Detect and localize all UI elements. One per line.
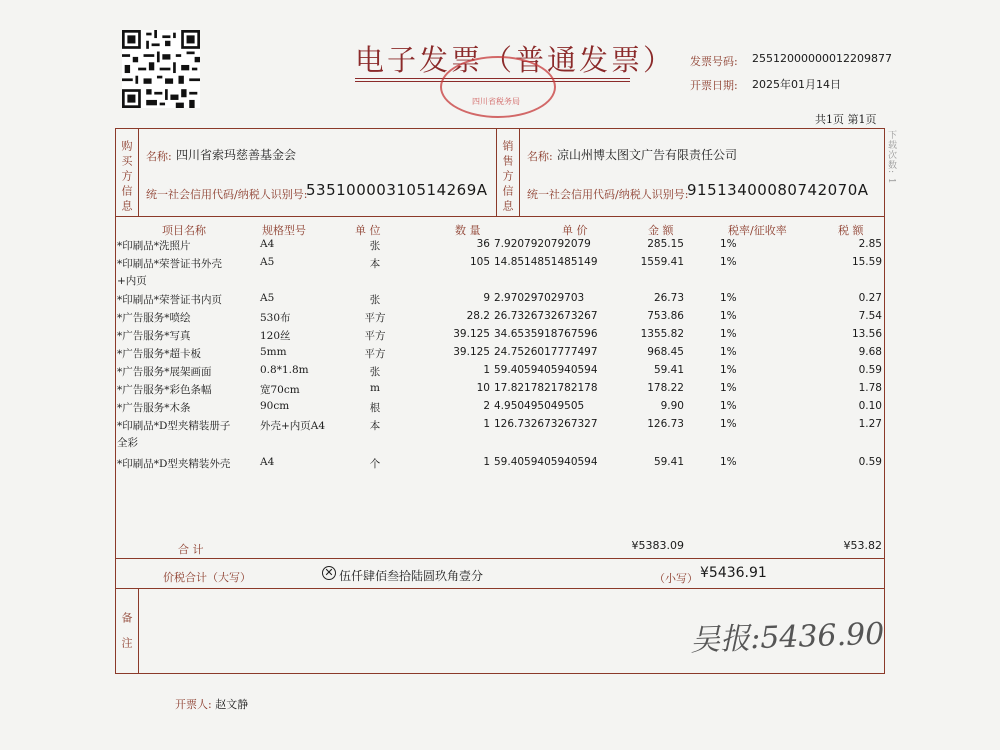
cell-tax: 1.27 xyxy=(858,418,882,430)
cell-spec: A5 xyxy=(260,256,275,268)
cell-price: 34.6535918767596 xyxy=(494,328,598,340)
cell-spec: 外壳+内页A4 xyxy=(260,420,326,432)
cell-rate: 1% xyxy=(720,346,737,358)
cell-unit: 张 xyxy=(369,294,381,306)
cell-spec: 0.8*1.8m xyxy=(260,364,309,376)
invoice-no-label: 发票号码: xyxy=(690,55,738,68)
header-price: 单 价 xyxy=(562,224,588,237)
cell-rate: 1% xyxy=(720,418,737,430)
seller-taxid: 91513400080742070A xyxy=(687,181,869,199)
cell-name: *广告服务*彩色条幅 xyxy=(117,384,212,396)
cell-qty: 1 xyxy=(483,456,490,468)
header-tax: 税 额 xyxy=(838,224,864,237)
cell-qty: 39.125 xyxy=(453,346,490,358)
header-rate: 税率/征收率 xyxy=(728,224,787,237)
cell-spec: 120丝 xyxy=(260,330,291,342)
qr-code xyxy=(122,30,200,108)
tax-seal-text: 四川省税务局 xyxy=(472,97,520,106)
cell-price: 126.732673267327 xyxy=(494,418,598,430)
divider xyxy=(496,128,497,216)
cell-spec: A5 xyxy=(260,292,275,304)
handwritten-note: 吴报:5436.90 xyxy=(689,616,885,659)
header-item: 项目名称 xyxy=(162,224,206,237)
grand-total-upper: 伍仟肆佰叁拾陆圆玖角壹分 xyxy=(339,569,484,583)
cell-amount: 26.73 xyxy=(653,292,684,304)
cell-rate: 1% xyxy=(720,456,737,468)
cell-name: *印刷品*洗照片 xyxy=(117,240,191,252)
cell-qty: 1 xyxy=(483,418,490,430)
cell-qty: 28.2 xyxy=(466,310,490,322)
header-unit: 单 位 xyxy=(355,224,381,237)
cell-unit: 平方 xyxy=(364,312,386,324)
total-amount: ¥5383.09 xyxy=(631,539,684,552)
cell-price: 2.970297029703 xyxy=(494,292,585,304)
cell-price: 59.4059405940594 xyxy=(494,456,598,468)
cell-rate: 1% xyxy=(720,364,737,376)
cell-amount: 126.73 xyxy=(647,418,684,430)
cell-rate: 1% xyxy=(720,328,737,340)
cell-qty: 10 xyxy=(476,382,490,394)
drawer-label: 开票人: xyxy=(175,698,212,711)
cell-spec: A4 xyxy=(260,238,275,250)
divider xyxy=(519,128,520,216)
drawer-name: 赵文静 xyxy=(215,698,249,711)
cell-name-continued: +内页 xyxy=(117,275,147,287)
divider xyxy=(115,558,885,559)
grand-total-lower-label: （小写） xyxy=(654,572,698,585)
buyer-section-label: 购买方信息 xyxy=(120,140,133,215)
total-tax: ¥53.82 xyxy=(843,539,882,552)
cell-price: 17.8217821782178 xyxy=(494,382,598,394)
header-qty: 数 量 xyxy=(455,224,481,237)
cell-amount: 285.15 xyxy=(647,238,684,250)
buyer-taxid: 53510000310514269A xyxy=(306,181,488,199)
cell-rate: 1% xyxy=(720,310,737,322)
page-info: 共1页 第1页 xyxy=(815,113,877,126)
cell-name: *广告服务*木条 xyxy=(117,402,191,414)
grand-total-lower: ¥5436.91 xyxy=(700,565,767,581)
cell-amount: 753.86 xyxy=(647,310,684,322)
download-count: 下载次数: 1 xyxy=(886,130,896,185)
buyer-name-label: 名称: xyxy=(146,150,172,163)
cell-name: *印刷品*D型夹精装外壳 xyxy=(117,458,231,470)
cell-tax: 13.56 xyxy=(851,328,882,340)
total-label: 合 计 xyxy=(178,543,204,556)
cell-spec: 5mm xyxy=(260,346,287,358)
cell-qty: 105 xyxy=(469,256,490,268)
invoice-date: 2025年01月14日 xyxy=(752,78,841,91)
cell-amount: 178.22 xyxy=(647,382,684,394)
cell-unit: 平方 xyxy=(364,330,386,342)
cell-rate: 1% xyxy=(720,400,737,412)
cell-qty: 1 xyxy=(483,364,490,376)
header-amount: 金 额 xyxy=(648,224,674,237)
cell-rate: 1% xyxy=(720,238,737,250)
cell-amount: 1559.41 xyxy=(640,256,684,268)
seller-name: 凉山州博太图文广告有限责任公司 xyxy=(557,148,738,162)
cell-name: *印刷品*荣誉证书内页 xyxy=(117,294,222,306)
seller-section-label: 销售方信息 xyxy=(501,140,514,215)
circle-cross-icon: ✕ xyxy=(322,566,336,580)
grand-total-upper-label: 价税合计（大写） xyxy=(163,571,251,584)
cell-amount: 59.41 xyxy=(653,456,684,468)
cell-rate: 1% xyxy=(720,256,737,268)
cell-qty: 2 xyxy=(483,400,490,412)
seller-taxid-label: 统一社会信用代码/纳税人识别号: xyxy=(527,188,689,201)
cell-tax: 7.54 xyxy=(858,310,882,322)
invoice-no: 25512000000012209877 xyxy=(752,52,892,65)
cell-spec: 宽70cm xyxy=(260,384,300,396)
cell-name: *广告服务*展架画面 xyxy=(117,366,212,378)
cell-qty: 39.125 xyxy=(453,328,490,340)
cell-unit: m xyxy=(370,382,380,394)
invoice-date-label: 开票日期: xyxy=(690,79,738,92)
cell-tax: 0.59 xyxy=(858,456,882,468)
cell-name: *广告服务*写真 xyxy=(117,330,191,342)
cell-name-continued: 全彩 xyxy=(117,437,138,449)
invoice-title: 电子发票（普通发票） xyxy=(355,43,676,77)
cell-unit: 根 xyxy=(369,402,381,414)
cell-rate: 1% xyxy=(720,382,737,394)
cell-amount: 968.45 xyxy=(647,346,684,358)
cell-tax: 0.59 xyxy=(858,364,882,376)
seller-name-label: 名称: xyxy=(527,150,553,163)
cell-tax: 1.78 xyxy=(858,382,882,394)
cell-tax: 9.68 xyxy=(858,346,882,358)
cell-price: 59.4059405940594 xyxy=(494,364,598,376)
cell-spec: 90cm xyxy=(260,400,290,412)
tax-seal xyxy=(440,56,556,118)
cell-spec: 530布 xyxy=(260,312,291,324)
divider xyxy=(138,128,139,216)
cell-name: *广告服务*超卡板 xyxy=(117,348,201,360)
cell-amount: 1355.82 xyxy=(640,328,684,340)
cell-qty: 9 xyxy=(483,292,490,304)
divider xyxy=(138,588,139,674)
cell-unit: 平方 xyxy=(364,348,386,360)
cell-amount: 9.90 xyxy=(660,400,684,412)
cell-price: 7.9207920792079 xyxy=(494,238,591,250)
cell-unit: 张 xyxy=(369,366,381,378)
cell-tax: 0.27 xyxy=(858,292,882,304)
divider xyxy=(115,588,885,589)
cell-price: 24.7526017777497 xyxy=(494,346,598,358)
cell-unit: 本 xyxy=(369,420,381,432)
cell-price: 4.950495049505 xyxy=(494,400,585,412)
cell-tax: 2.85 xyxy=(858,238,882,250)
cell-price: 26.7326732673267 xyxy=(494,310,598,322)
cell-name: *广告服务*喷绘 xyxy=(117,312,191,324)
cell-name: *印刷品*D型夹精装册子 xyxy=(117,420,231,432)
cell-unit: 张 xyxy=(369,240,381,252)
cell-tax: 15.59 xyxy=(851,256,882,268)
buyer-taxid-label: 统一社会信用代码/纳税人识别号: xyxy=(146,188,308,201)
remarks-label: 备注 xyxy=(120,612,133,662)
divider xyxy=(115,216,885,217)
cell-qty: 36 xyxy=(476,238,490,250)
cell-rate: 1% xyxy=(720,292,737,304)
buyer-name: 四川省索玛慈善基金会 xyxy=(176,148,297,162)
cell-spec: A4 xyxy=(260,456,275,468)
cell-unit: 个 xyxy=(369,458,381,470)
cell-name: *印刷品*荣誉证书外壳 xyxy=(117,258,222,270)
cell-tax: 0.10 xyxy=(858,400,882,412)
header-spec: 规格型号 xyxy=(262,224,306,237)
drawer xyxy=(175,696,248,712)
cell-unit: 本 xyxy=(369,258,381,270)
cell-price: 14.8514851485149 xyxy=(494,256,598,268)
cell-amount: 59.41 xyxy=(653,364,684,376)
